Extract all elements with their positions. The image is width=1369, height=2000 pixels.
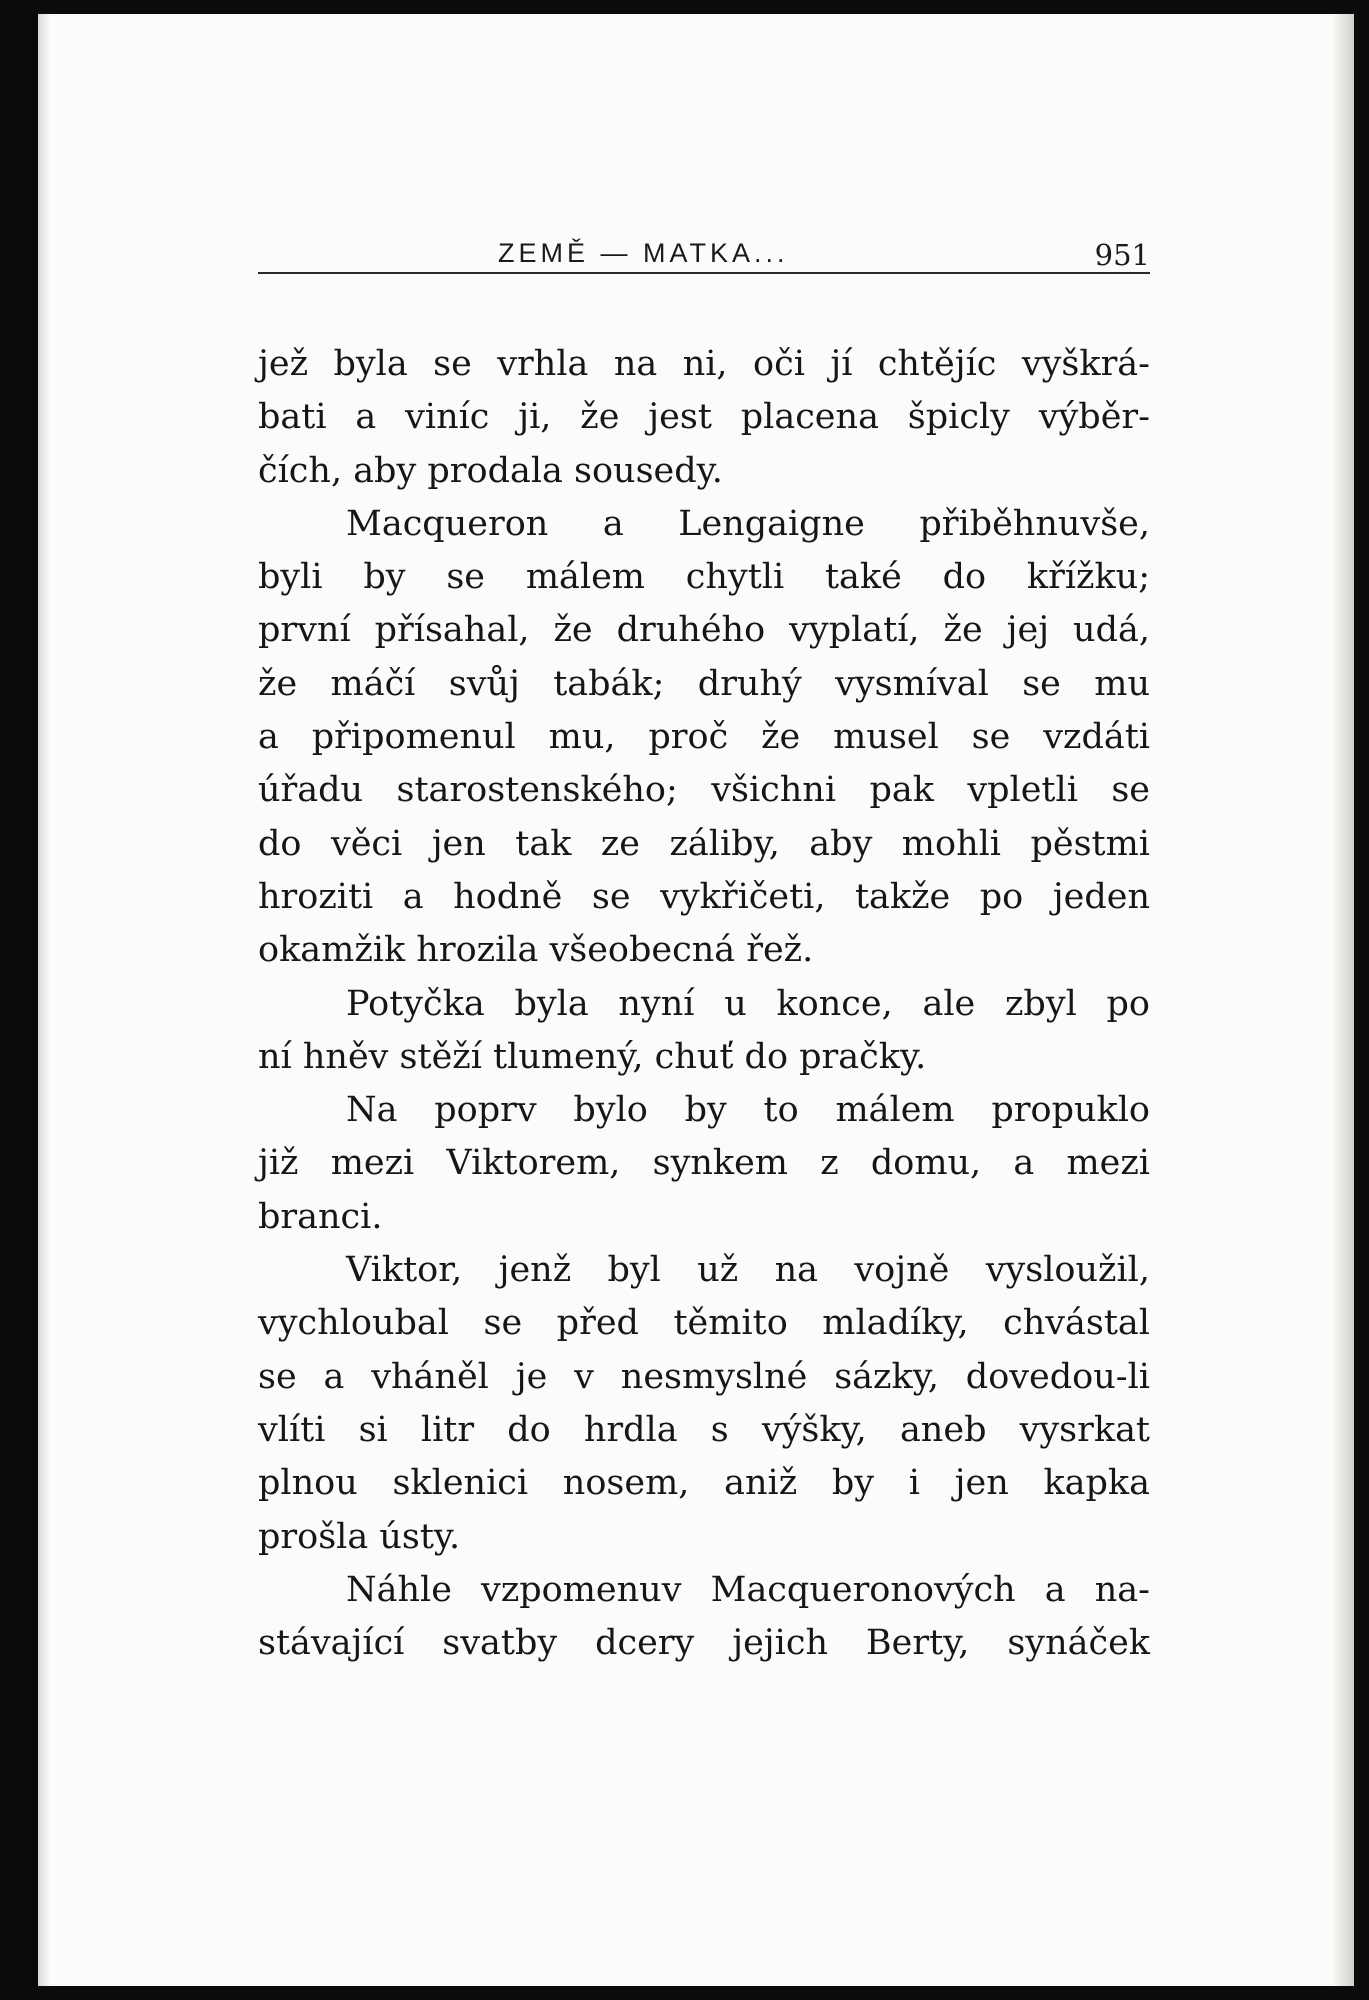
running-header — [258, 228, 1150, 274]
header-rule — [258, 272, 1150, 274]
text-line: jež byla se vrhla na ni, oči jí chtějíc vyškrá- — [258, 344, 1150, 384]
text-line: byli by se málem chytli také do křížku; — [258, 557, 1150, 598]
text-line: již mezi Viktorem, synkem z domu, a mezi — [258, 1143, 1150, 1184]
running-title: ZEMĚ — MATKA... — [498, 238, 789, 268]
text-line: hroziti a hodně se vykřičeti, takže po jeden — [258, 876, 1150, 917]
text-line: vlíti si litr do hrdla s výšky, aneb vysrkat — [258, 1409, 1150, 1450]
text-line: vychloubal se před těmito mladíky, chvástal — [258, 1303, 1150, 1344]
text-line: plnou sklenici nosem, aniž by i jen kapka — [258, 1463, 1150, 1504]
text-line: do věci jen tak ze záliby, aby mohli pěstmi — [258, 823, 1150, 864]
text-line: Potyčka byla nyní u konce, ale zbyl po — [346, 983, 1150, 1024]
text-line: stávající svatby dcery jejich Berty, synáček — [258, 1623, 1150, 1664]
book-page — [38, 14, 1354, 1986]
text-line: že máčí svůj tabák; druhý vysmíval se mu — [258, 663, 1150, 704]
text-line: úřadu starostenského; všichni pak vpletli se — [258, 770, 1150, 811]
page-number: 951 — [1094, 238, 1150, 272]
text-line: Macqueron a Lengaigne přiběhnuvše, — [346, 503, 1150, 544]
page-edge-shadow — [1332, 14, 1354, 1986]
text-line: prošla ústy. — [258, 1516, 461, 1557]
text-line: ní hněv stěží tlumený, chuť do pračky. — [258, 1036, 927, 1077]
text-line: bati a viníc ji, že jest placena špicly výběr- — [258, 397, 1150, 438]
page-gutter-shadow — [38, 14, 50, 1986]
text-line: Náhle vzpomenuv Macqueronových a na- — [346, 1569, 1150, 1610]
text-line: první přísahal, že druhého vyplatí, že jej udá, — [258, 610, 1150, 651]
text-line: Na poprv bylo by to málem propuklo — [346, 1090, 1150, 1131]
text-line: a připomenul mu, proč že musel se vzdáti — [258, 717, 1150, 758]
body-text — [258, 338, 1150, 1670]
text-line: čích, aby prodala sousedy. — [258, 450, 723, 491]
text-line: okamžik hrozila všeobecná řež. — [258, 930, 814, 971]
text-line: Viktor, jenž byl už na vojně vysloužil, — [346, 1250, 1150, 1291]
text-line: branci. — [258, 1196, 383, 1237]
text-line: se a vháněl je v nesmyslné sázky, dovedou-li — [258, 1356, 1150, 1397]
